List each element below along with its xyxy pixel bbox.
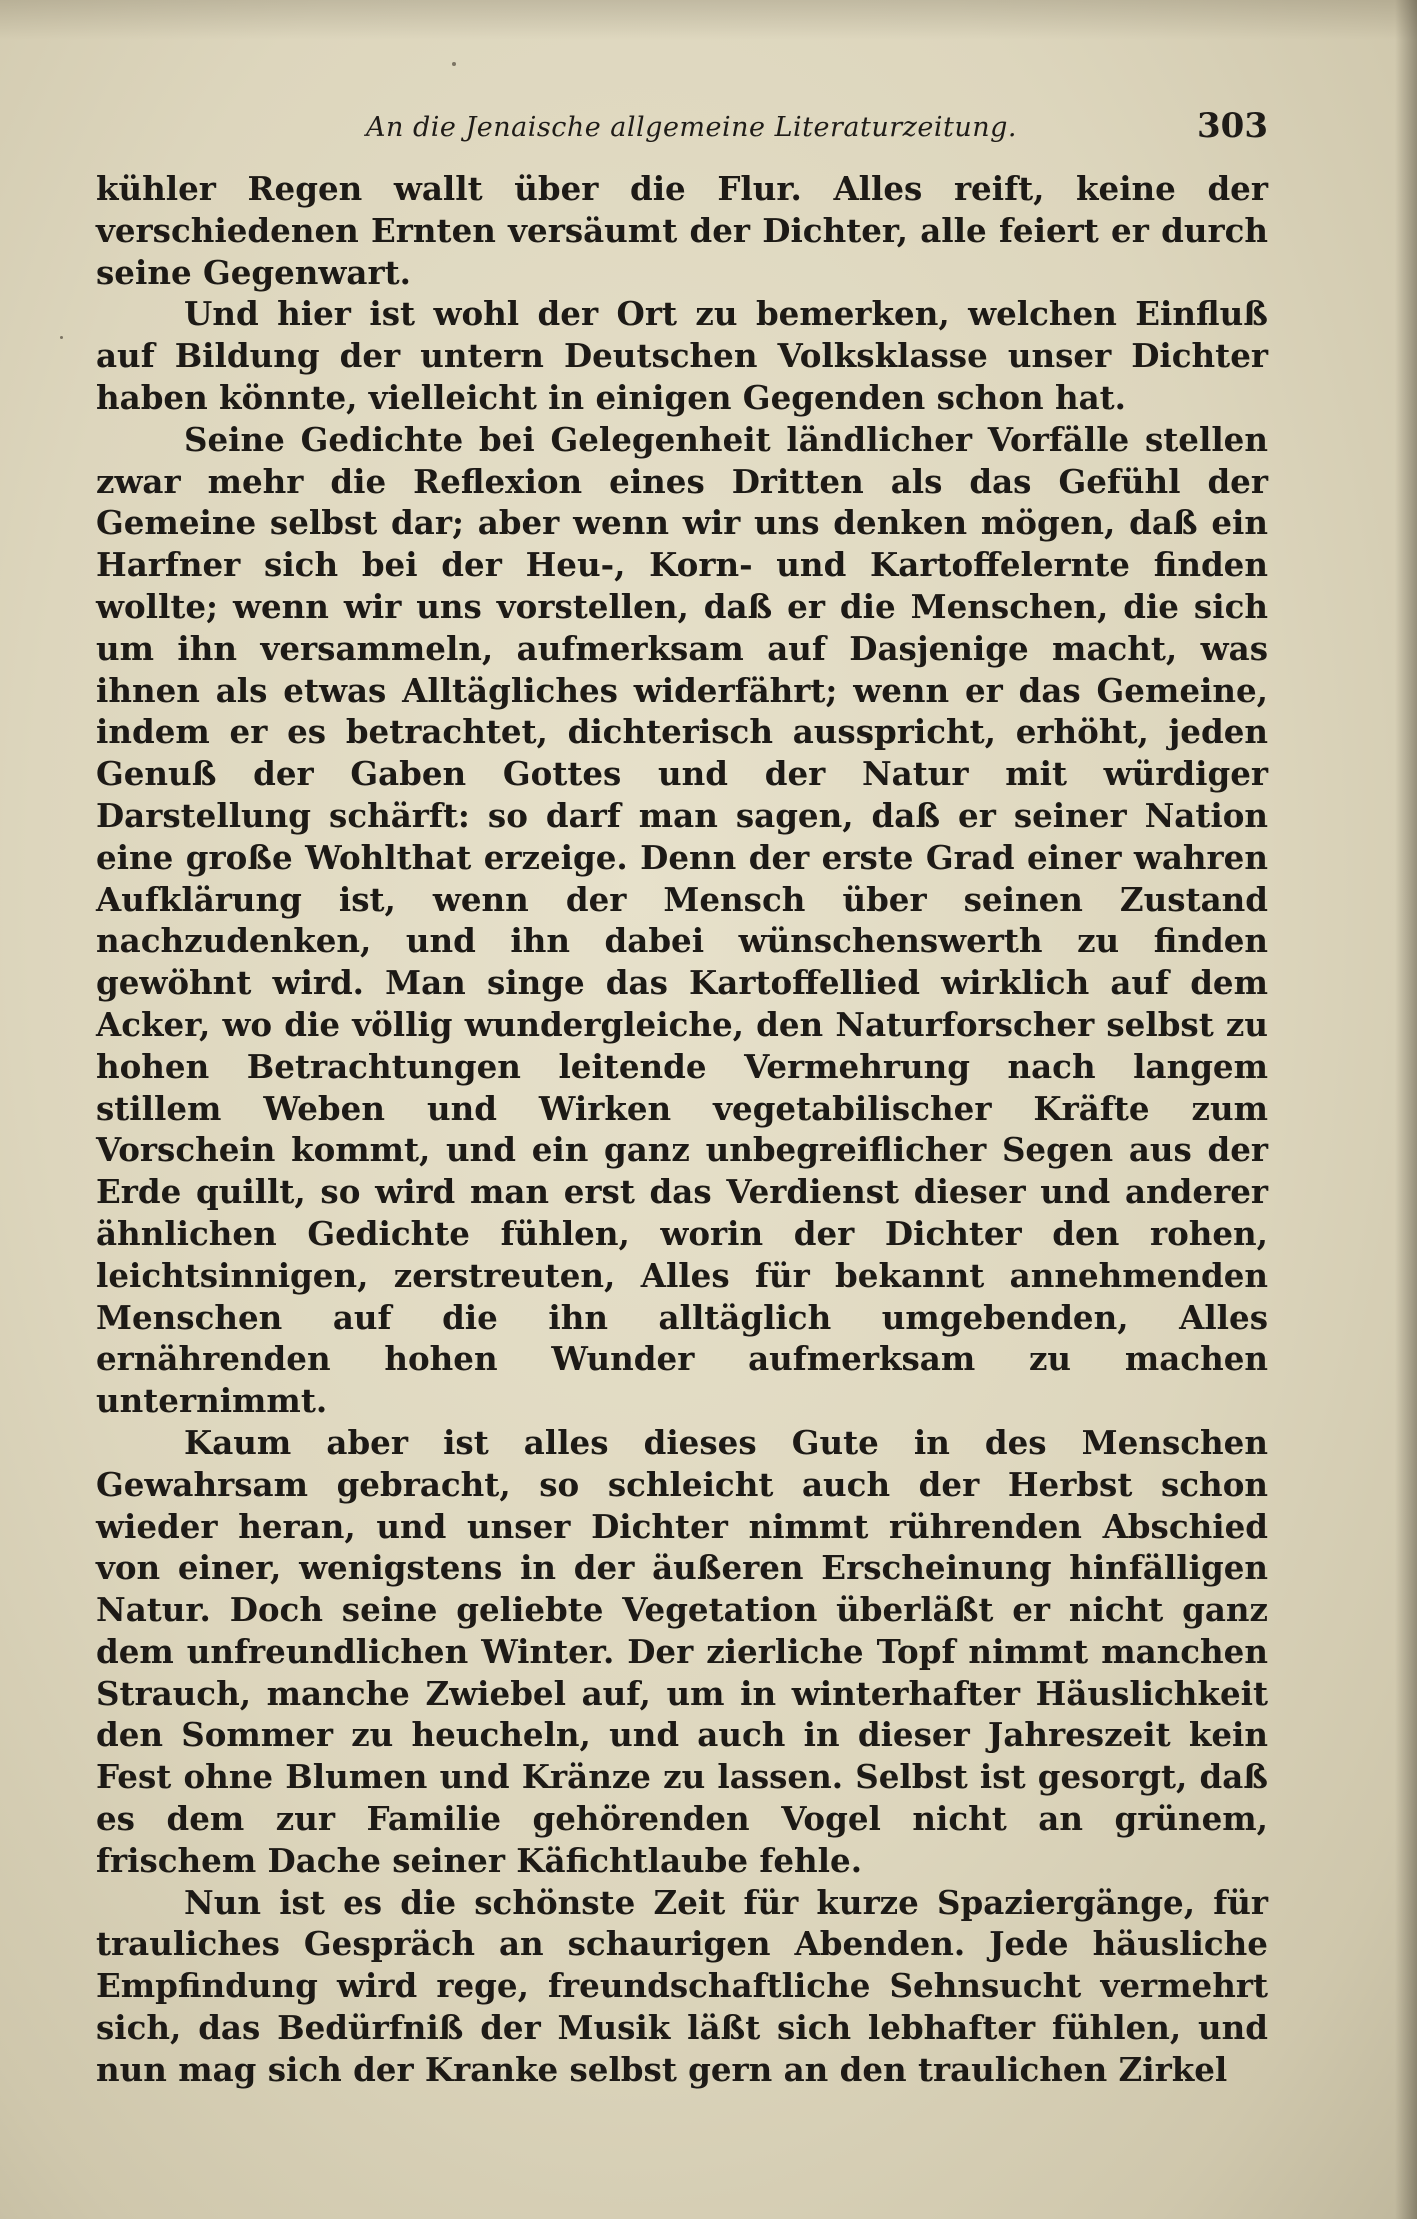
paper-speck (60, 336, 63, 339)
page-number: 303 (1197, 106, 1268, 146)
paragraph: Seine Gedichte bei Gelegenheit ländlicher Vorfälle stellen zwar mehr die Reflexion eines Dritten als das Gefühl der Gemeine selbst dar; aber wenn wir uns denken mögen, daß ein Harfner sich bei der Heu-, Korn- und Kartoffelernte finden wollte; wenn wir uns vorstellen, daß er die Menschen, die sich um ihn versammeln, aufmerksam auf Dasjenige macht, was ihnen als etwas Alltägliches widerfährt; wenn er das Gemeine, indem er es betrachtet, dichterisch ausspricht, erhöht, jeden Genuß der Gaben Gottes und der Natur mit würdiger Darstellung schärft: so darf man sagen, daß er seiner Nation eine große Wohlthat erzeige. Denn der erste Grad einer wahren Aufklärung ist, wenn der Mensch über seinen Zustand nachzudenken, und ihn dabei wünschenswerth zu finden gewöhnt wird. Man singe das Kartoffellied wirklich auf dem Acker, wo die völlig wundergleiche, den Naturforscher selbst zu hohen Betrachtungen leitende Vermehrung nach langem stillem Weben und Wirken vegetabilischer Kräfte zum Vorschein kommt, und ein ganz unbegreiflicher Segen aus der Erde quillt, so wird man erst das Verdienst dieser und anderer ähnlichen Gedichte fühlen, worin der Dichter den rohen, leichtsinnigen, zerstreuten, Alles für bekannt annehmenden Menschen auf die ihn alltäglich umgebenden, Alles ernährenden hohen Wunder aufmerksam zu machen unternimmt. (96, 419, 1268, 1421)
body-text (96, 168, 1268, 2089)
paragraph: Und hier ist wohl der Ort zu bemerken, welchen Einfluß auf Bildung der untern Deutschen Volksklasse unser Dichter haben könnte, vielleicht in einigen Gegenden schon hat. (96, 294, 1268, 417)
page-gutter-shadow (1395, 0, 1417, 2219)
paragraph: Nun ist es die schönste Zeit für kurze Spaziergänge, für trauliches Gespräch an schaurigen Abenden. Jede häusliche Empfindung wird rege, freundschaftliche Sehnsucht vermehrt sich, das Bedürfniß der Musik läßt sich lebhafter fühlen, und nun mag sich der Kranke selbst gern an den traulichen Zirkel (96, 1882, 1268, 2089)
paragraph: Kaum aber ist alles dieses Gute in des Menschen Gewahrsam gebracht, so schleicht auch der Herbst schon wieder heran, und unser Dichter nimmt rührenden Abschied von einer, wenigstens in der äußeren Erscheinung hinfälligen Natur. Doch seine geliebte Vegetation überläßt er nicht ganz dem unfreundlichen Winter. Der zierliche Topf nimmt manchen Strauch, manche Zwiebel auf, um in winterhafter Häuslichkeit den Sommer zu heucheln, und auch in dieser Jahreszeit kein Fest ohne Blumen und Kränze zu lassen. Selbst ist gesorgt, daß es dem zur Familie gehörenden Vogel nicht an grünem, frischem Dache seiner Käfichtlaube fehle. (96, 1422, 1268, 1880)
paragraph-continued: kühler Regen wallt über die Flur. Alles reift, keine der verschiedenen Ernten versäumt der Dichter, alle feiert er durch seine Gegenwart. (96, 169, 1268, 292)
running-header (96, 106, 1268, 154)
running-title: An die Jenaische allgemeine Literaturzeitung. (366, 112, 1017, 143)
page-top-shading (0, 0, 1417, 40)
paper-speck (452, 62, 456, 66)
